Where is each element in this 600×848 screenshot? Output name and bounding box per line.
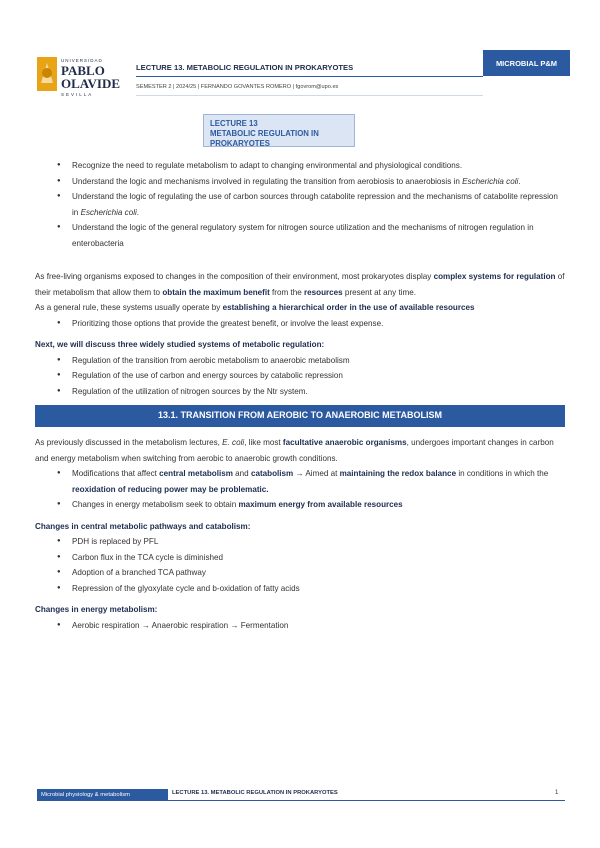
list-item: ● Understand the logic of regulating the use of carbon sources through catabolite repression and the mechanisms of catabolite repression in Escherichia coli.	[35, 189, 565, 220]
svg-text:SEVILLA: SEVILLA	[61, 92, 94, 97]
footer-title: LECTURE 13. METABOLIC REGULATION IN PROKARYOTES	[172, 790, 338, 796]
footer-rule	[37, 800, 565, 801]
university-logo	[37, 53, 125, 99]
list-item: ● Regulation of the use of carbon and energy sources by catabolic repression	[35, 368, 565, 384]
header-meta: SEMESTER 2 | 2024/25 | FERNANDO GOVANTES ROMERO | fgovrom@upo.es	[136, 84, 339, 90]
list-item: ● Changes in energy metabolism seek to obtain maximum energy from available resources	[35, 497, 565, 513]
energy-heading: Changes in energy metabolism:	[35, 605, 158, 614]
list-item: ● Adoption of a branched TCA pathway	[35, 565, 565, 581]
central-heading: Changes in central metabolic pathways and catabolism:	[35, 521, 251, 531]
list-item: ● Prioritizing those options that provide the greatest benefit, or involve the least expense.	[35, 316, 565, 332]
svg-text:UNIVERSIDAD: UNIVERSIDAD	[61, 58, 103, 63]
header-rule-lower	[136, 95, 483, 96]
page-number: 1	[555, 790, 559, 796]
intro-paragraph: As free-living organisms exposed to changes in the composition of their environment, most prokaryotes display complex systems for regulation of their metabolism that allow them to obtain the maximum benefit from the resources present at any time.	[35, 272, 565, 297]
list-item: ● Modifications that affect central metabolism and catabolism → Aimed at maintaining the redox balance in conditions in which the reoxidation of reducing power may be problematic.	[35, 466, 565, 497]
lecture-number: LECTURE 13	[210, 119, 258, 128]
section-heading: 13.1. TRANSITION FROM AEROBIC TO ANAEROBIC METABOLISM	[35, 405, 565, 427]
svg-text:PABLO: PABLO	[61, 63, 105, 78]
next-heading: Next, we will discuss three widely studied systems of metabolic regulation:	[35, 340, 325, 349]
course-tag: MICROBIAL P&M	[483, 50, 570, 76]
objectives-list	[35, 158, 565, 251]
list-item: ● Regulation of the transition from aerobic metabolism to anaerobic metabolism	[35, 353, 565, 369]
lecture-title: METABOLIC REGULATION IN PROKARYOTES	[210, 129, 319, 148]
list-item: ● Regulation of the utilization of nitrogen sources by the Ntr system.	[35, 384, 565, 400]
lecture-title-box	[203, 114, 355, 147]
page-content	[35, 158, 565, 633]
header-title: LECTURE 13. METABOLIC REGULATION IN PROKARYOTES	[136, 63, 354, 72]
list-item: ● Understand the logic and mechanisms involved in regulating the transition from aerobiosis to anaerobiosis in Escherichia coli.	[35, 174, 565, 190]
list-item: ● Aerobic respiration → Anaerobic respiration → Fermentation	[35, 618, 565, 634]
general-rule-paragraph: As a general rule, these systems usually operate by establishing a hierarchical order in the use of available resources	[35, 303, 475, 312]
central-list	[35, 534, 565, 596]
footer-course: Microbial physiology & metabolism	[37, 789, 168, 800]
list-item: ● Recognize the need to regulate metabolism to adapt to changing environmental and physiological conditions.	[35, 158, 565, 174]
energy-list	[35, 618, 565, 634]
list-item: ● Carbon flux in the TCA cycle is diminished	[35, 550, 565, 566]
header-rule	[136, 76, 483, 77]
svg-text:OLAVIDE: OLAVIDE	[61, 76, 121, 91]
list-item: ● Understand the logic of the general regulatory system for nitrogen source utilization and the mechanisms of nitrogen regulation in enterobacteria	[35, 220, 565, 251]
list-item: ● Repression of the glyoxylate cycle and b-oxidation of fatty acids	[35, 581, 565, 597]
section-paragraph: As previously discussed in the metabolism lectures, E. coli, like most facultative anaerobic organisms, undergoes important changes in carbon and energy metabolism when switching from aerobic to anaerobic growth conditions.	[35, 438, 554, 463]
list-item: ● PDH is replaced by PFL	[35, 534, 565, 550]
systems-list	[35, 353, 565, 400]
